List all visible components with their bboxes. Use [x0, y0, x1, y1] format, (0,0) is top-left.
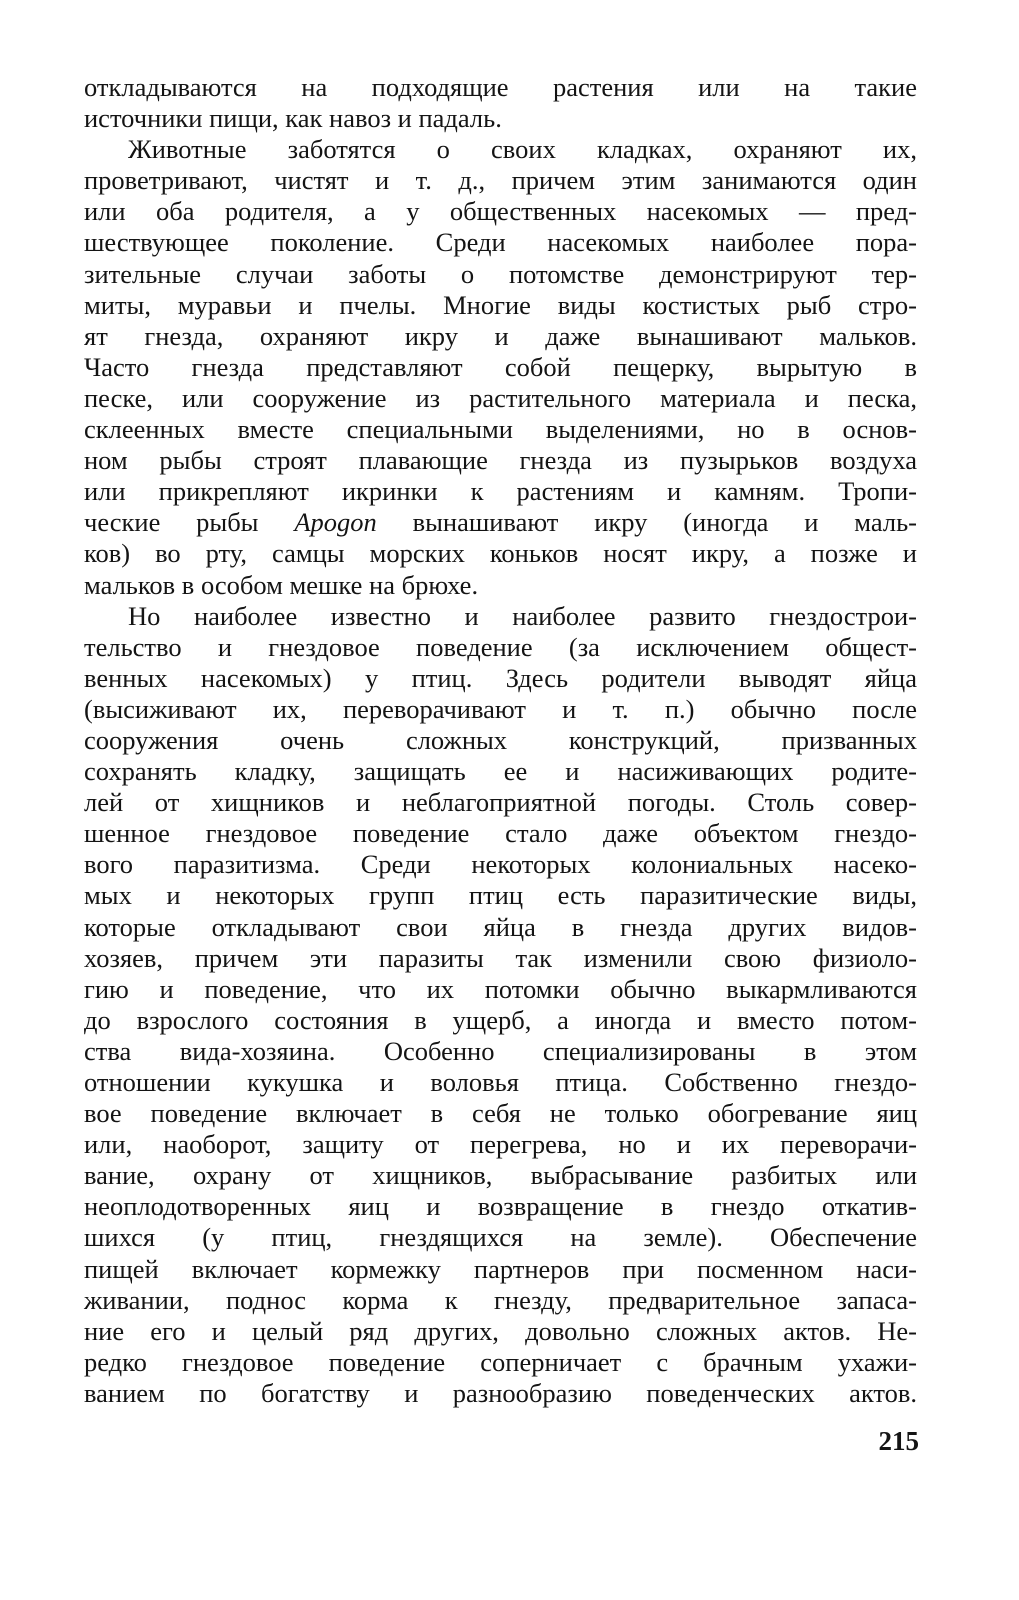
- text-line: проветривают, чистят и т. д., причем этим занимаются один: [84, 165, 917, 196]
- text-line: редко гнездовое поведение соперничает с брачным ухажи-: [84, 1346, 917, 1377]
- text-line: или оба родителя, а у общественных насекомых — пред-: [84, 196, 917, 227]
- genus-name: Apogon: [294, 507, 377, 538]
- text-line: сохранять кладку, защищать ее и насиживающих родите-: [84, 756, 917, 787]
- text-line: откладываются на подходящие растения или на такие: [84, 72, 917, 102]
- text-line: мальков в особом мешке на брюхе.: [84, 569, 479, 600]
- text-line: шенное гнездовое поведение стало даже объектом гнездо-: [84, 818, 917, 849]
- text-line: миты, муравьи и пчелы. Многие виды костистых рыб стро-: [84, 289, 917, 320]
- text-line: ванием по богатству и разнообразию поведенческих актов.: [84, 1377, 917, 1408]
- page-body: [84, 72, 917, 1409]
- text-line: Животные заботятся о своих кладках, охраняют их,: [128, 134, 917, 165]
- text-line: ят гнезда, охраняют икру и даже вынашивают мальков.: [84, 320, 917, 351]
- text-line: до взрослого состояния в ущерб, а иногда и вместо потом-: [84, 1004, 917, 1035]
- text-line: пищей включает кормежку партнеров при посменном наси-: [84, 1253, 917, 1284]
- text-line: (высиживают их, переворачивают и т. п.) обычно после: [84, 693, 917, 724]
- page-number: 215: [878, 1426, 919, 1456]
- text-line: венных насекомых) у птиц. Здесь родители выводят яйца: [84, 662, 917, 693]
- text-line: хозяев, причем эти паразиты так изменили свою физиоло-: [84, 942, 917, 973]
- text-line: вание, охрану от хищников, выбрасывание разбитых или: [84, 1160, 917, 1191]
- text-line: которые откладывают свои яйца в гнезда других видов-: [84, 911, 917, 942]
- text-line: источники пищи, как навоз и падаль.: [84, 103, 502, 134]
- text-line: Часто гнезда представляют собой пещерку, вырытую в: [84, 351, 917, 382]
- text-line: шествующее поколение. Среди насекомых наиболее пора-: [84, 227, 917, 258]
- text-line: неоплодотворенных яиц и возвращение в гнездо откатив-: [84, 1191, 917, 1222]
- text-line: гию и поведение, что их потомки обычно выкармливаются: [84, 973, 917, 1004]
- text-line: или, наоборот, защиту от перегрева, но и их переворачи-: [84, 1129, 917, 1160]
- text-line: ства вида-хозяина. Особенно специализированы в этом: [84, 1035, 917, 1066]
- text-line: ние его и целый ряд других, довольно сложных актов. Не-: [84, 1315, 917, 1346]
- text-line: мых и некоторых групп птиц есть паразитические виды,: [84, 880, 917, 911]
- text-line: лей от хищников и неблагоприятной погоды. Столь совер-: [84, 787, 917, 818]
- text-line: зительные случаи заботы о потомстве демонстрируют тер-: [84, 258, 917, 289]
- text-line: вого паразитизма. Среди некоторых колониальных насеко-: [84, 849, 917, 880]
- text-line: сооружения очень сложных конструкций, призванных: [84, 724, 917, 755]
- text-line: песке, или сооружение из растительного материала и песка,: [84, 382, 917, 413]
- text-line: тельство и гнездовое поведение (за исключением общест-: [84, 631, 917, 662]
- text-line: живании, поднос корма к гнезду, предварительное запаса-: [84, 1284, 917, 1315]
- text-line: вое поведение включает в себя не только обогревание яиц: [84, 1098, 917, 1129]
- text-line: Но наиболее известно и наиболее развито гнездострои-: [128, 600, 917, 631]
- text-line: склеенных вместе специальными выделениями, но в основ-: [84, 414, 917, 445]
- text-line: отношении кукушка и воловья птица. Собственно гнездо-: [84, 1067, 917, 1097]
- text-line: ном рыбы строят плавающие гнезда из пузырьков воздуха: [84, 445, 917, 476]
- text-line: шихся (у птиц, гнездящихся на земле). Обеспечение: [84, 1222, 917, 1253]
- text-line: или прикрепляют икринки к растениям и камням. Тропи-: [84, 476, 917, 507]
- text-line: ческие рыбы Apogon вынашивают икру (иногда и маль-: [84, 507, 917, 538]
- text-line: ков) во рту, самцы морских коньков носят икру, а позже и: [84, 538, 917, 569]
